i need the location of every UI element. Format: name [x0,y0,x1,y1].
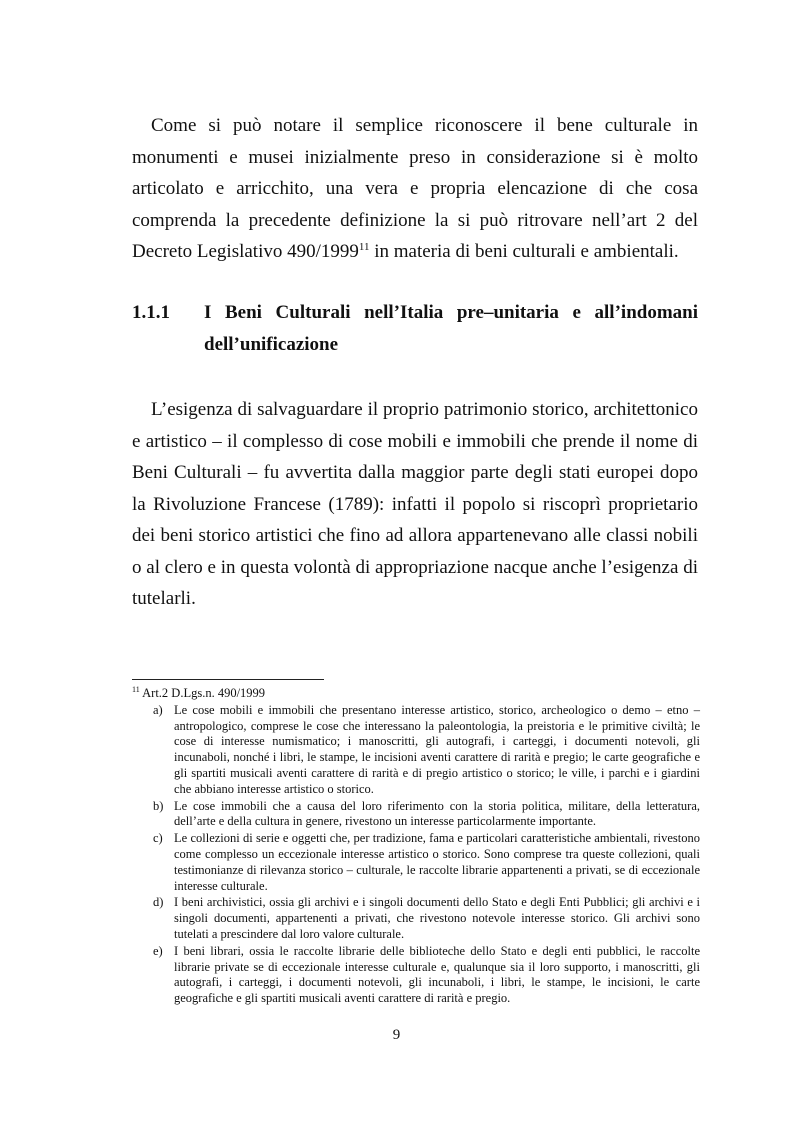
body-paragraph-2: L’esigenza di salvaguardare il proprio patrimonio storico, architettonico e artistico – il complesso di cose mobili e immobili che prende il nome di Beni Culturali – fu avvertita dalla maggior parte degli stati europei dopo la Rivoluzione Francese (1789): infatti il popolo si riscoprì proprietario dei beni storico artistici che fino ad allora appartenevano alle classi nobili o al clero e in questa volontà di appropriazione nacque anche l’esigenza di tutelarli. [132,399,698,609]
footnote-item-marker: e) [153,943,163,958]
page-number: 9 [392,1027,401,1043]
paragraph-1-text: Come si può notare il semplice riconoscere il bene culturale in monumenti e musei inizialmente preso in considerazione si è molto articolato e arricchito, una vera e propria elencazione di che cosa comprenda la precedente definizione la si può ritrovare nell’art 2 del Decreto Legislativo 490/1999 [132,115,698,262]
section-title: I Beni Culturali nell’Italia pre–unitaria e all’indomani dell’unificazione [204,302,698,355]
footnote-item-a [132,703,700,798]
footnote-number: 11 [132,685,140,694]
footnote-item-text: Le collezioni di serie e oggetti che, per tradizione, fama e particolari caratteristiche ambientali, rivestono come complesso un eccezionale interesse artistico o storico. Sono comprese tra queste collezioni, quali testimonianze di rilevanza storico – culturale, le raccolte librarie appartenenti a privati, se di eccezionale interesse culturale. [174,831,700,893]
body-paragraph-1 [132,110,698,268]
footnote-item-c [132,831,700,894]
footnote-item-d [132,895,700,942]
footnote-header [132,686,700,702]
footnote-list [132,703,700,1007]
section-heading [132,297,698,361]
section-number: 1.1.1 [132,302,170,323]
footnote-item-text: Le cose immobili che a causa del loro riferimento con la storia politica, militare, della letteratura, dell’arte e della cultura in genere, rivestono un interesse particolarmente importante. [174,798,700,829]
footnote-reference: 11 [358,241,370,253]
footnote-item-marker: b) [153,798,164,813]
footnote-item-marker: a) [153,702,163,717]
footnote-item-text: I beni archivistici, ossia gli archivi e i singoli documenti dello Stato e degli Enti Pubblici; gli archivi e i singoli documenti, appartenenti a privati, che rivestono notevole interesse storico. Gli archivi sono tutelati a prescindere dal loro valore culturale. [174,895,700,941]
footnote-item-text: I beni librari, ossia le raccolte librarie delle biblioteche dello Stato e degli enti pubblici, le raccolte librarie private se di eccezionale interesse culturale e, qualunque sia il loro supporto, i manoscritti, gli autografi, i carteggi, i documenti notevoli, gli incunaboli, i libri, le stampe, le incisioni, le carte geografiche e gli spartiti musicali aventi carattere di rarità e pregio. [174,943,700,1006]
footnote-item-marker: d) [153,895,164,910]
footnote-item-marker: c) [153,831,163,846]
footnote-section [132,686,700,1007]
footnote-title: Art.2 D.Lgs.n. 490/1999 [142,686,266,700]
footnote-item-e [132,944,700,1007]
footnote-item-text: Le cose mobili e immobili che presentano interesse artistico, storico, archeologico o demo – etno – antropologico, comprese le cose che interessano la paleontologia, la preistoria e le primitive civiltà; le cose di interesse numismatico; i manoscritti, gli autografi, i carteggi, i documenti notevoli, gli incunaboli, nonché i libri, le stampe, le incisioni aventi carattere di rarità e pregio; le carte geografiche e gli spartiti musicali aventi carattere di rarità e di pregio artistico o storico; le ville, i parchi e i giardini che abbiano interesse artistico o storico. [174,702,700,796]
footnote-separator [132,679,324,680]
footnote-item-b [132,799,700,831]
paragraph-1-text-end: in materia di beni culturali e ambientali. [369,241,679,262]
